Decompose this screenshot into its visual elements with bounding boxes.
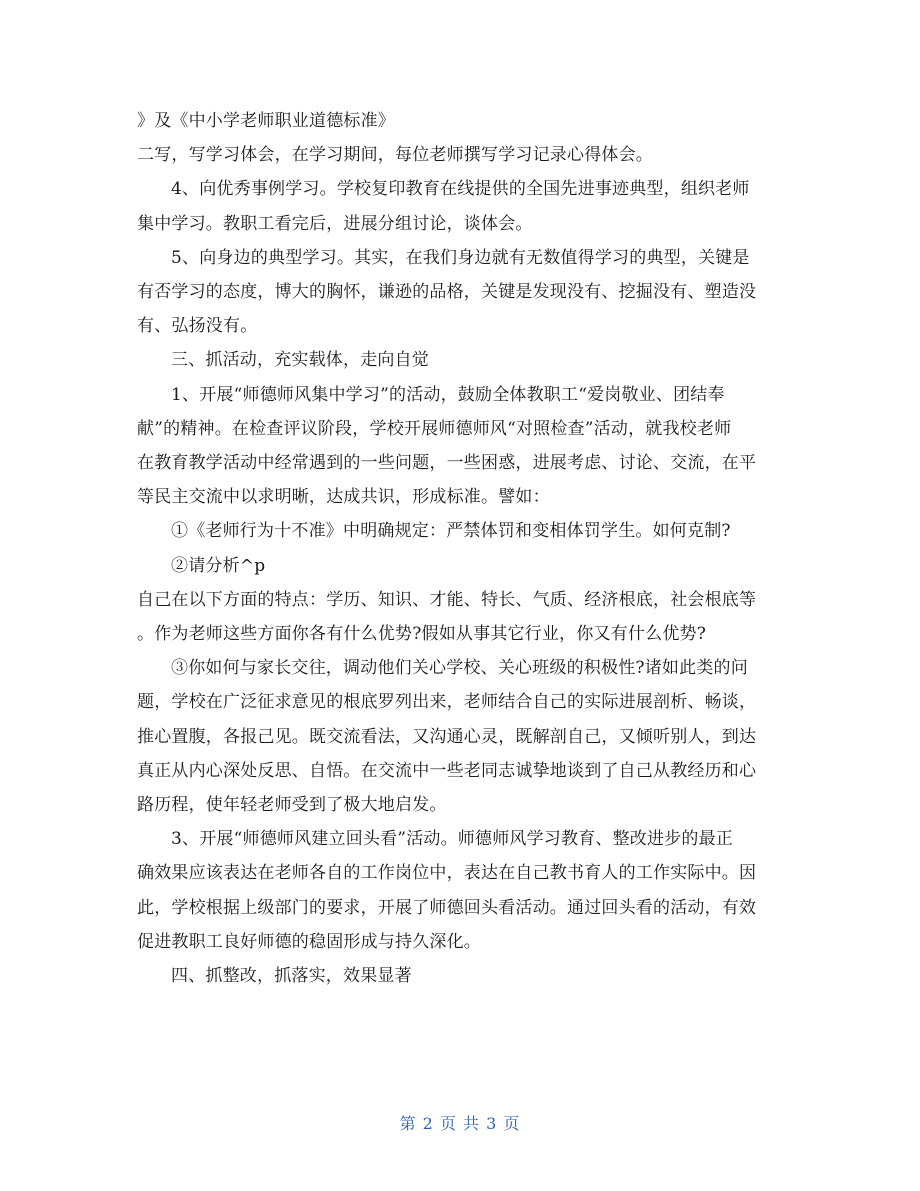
text-line: 等民主交流中以求明晰，达成共识，形成标准。譬如： [137,487,550,508]
text-line: 路历程，使年轻老师受到了极大地启发。 [137,795,447,816]
text-line: 有否学习的态度，博大的胸怀，谦逊的品格，关键是发现没有、挖掘没有、塑造没 [137,282,757,303]
text-line: 确效果应该表达在老师各自的工作岗位中，表达在自己教书育人的工作实际中。因 [137,863,757,884]
text-line: 此，学校根据上级部门的要求，开展了师德回头看活动。通过回头看的活动，有效 [137,897,757,918]
text-line: 真正从内心深处反思、自悟。在交流中一些老同志诚挚地谈到了自己从教经历和心 [137,760,757,781]
text-line: ③你如何与家长交往，调动他们关心学校、关心班级的积极性?诸如此类的问 [171,658,748,679]
body-text [137,104,789,993]
text-line: 在教育教学活动中经常遇到的一些问题，一些困惑，进展考虑、讨论、交流，在平 [137,453,757,474]
text-line: 献”的精神。在检查评议阶段，学校开展师德师风“对照检查”活动，就我校老师 [137,418,732,439]
text-line: 促进教职工良好师德的稳固形成与持久深化。 [137,931,481,952]
text-line: 自己在以下方面的特点：学历、知识、才能、特长、气质、经济根底，社会根底等 [137,589,757,610]
text-line: 3、开展“师德师风建立回头看”活动。师德师风学习教育、整改进步的最正 [171,829,733,850]
text-line: ②请分析^p [171,555,266,576]
text-line: 有、弘扬没有。 [137,316,258,337]
text-line: 1、开展“师德师风集中学习”的活动，鼓励全体教职工“爱岗敬业、团结奉 [171,384,725,405]
section-heading: 三、抓活动，充实载体，走向自觉 [171,350,429,371]
text-line: 推心置腹，各报己见。既交流看法，又沟通心灵，既解剖自己，又倾听别人，到达 [137,726,757,747]
text-line: 4、向优秀事例学习。学校复印教育在线提供的全国先进事迹典型，组织老师 [171,179,750,200]
text-line: 。作为老师这些方面你各有什么优势?假如从事其它行业，你又有什么优势? [137,624,707,645]
text-line: 》及《中小学老师职业道德标准》 [137,111,395,131]
text-line: ①《老师行为十不准》中明确规定：严禁体罚和变相体罚学生。如何克制? [171,521,731,542]
text-line: 5、向身边的典型学习。其实，在我们身边就有无数值得学习的典型，关键是 [171,247,750,268]
text-line: 集中学习。教职工看完后，进展分组讨论，谈体会。 [137,213,533,234]
text-line: 题，学校在广泛征求意见的根底罗列出来，老师结合自己的实际进展剖析、畅谈， [137,692,757,713]
section-heading: 四、抓整改，抓落实，效果显著 [171,966,412,987]
text-line: 二写，写学习体会，在学习期间，每位老师撰写学习记录心得体会。 [137,145,653,166]
page-number-footer: 第 2 页 共 3 页 [399,1114,521,1133]
